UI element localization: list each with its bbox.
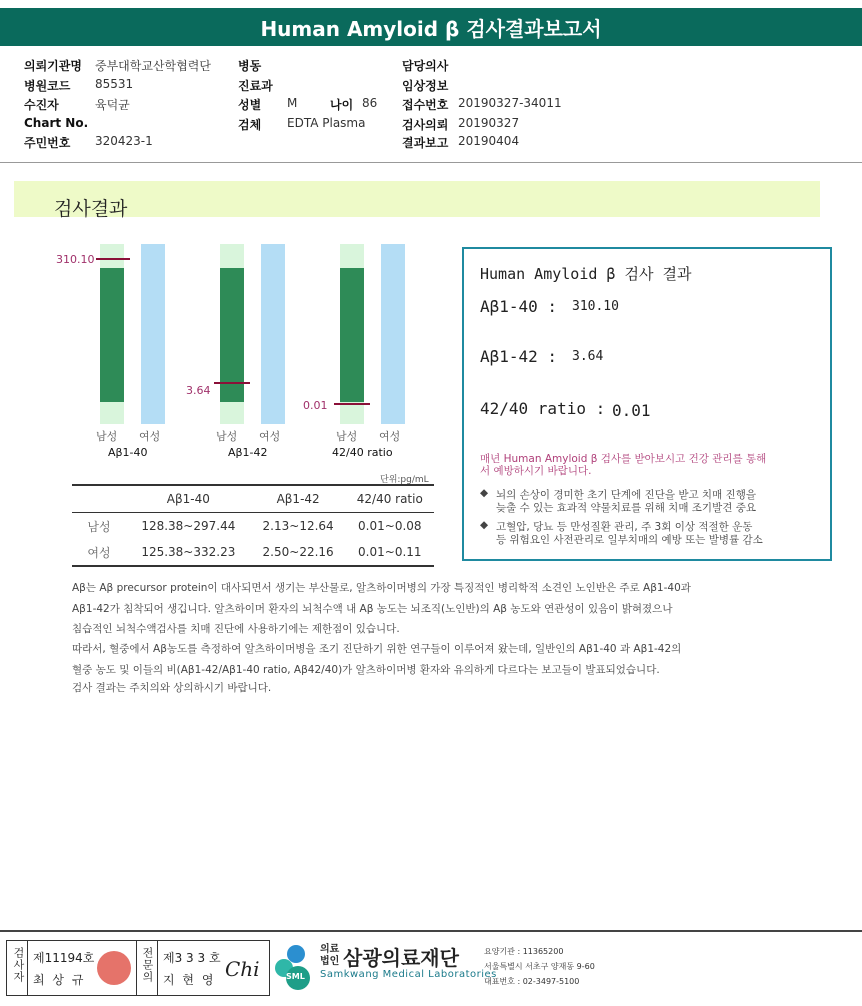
reference-table <box>72 484 434 567</box>
divider <box>157 941 158 995</box>
female-axis-label: 여성 <box>379 430 401 443</box>
divider <box>136 941 137 995</box>
male-normal-range-bar <box>100 268 124 402</box>
value-result-report: 20190404 <box>458 134 520 148</box>
male-axis-label: 남성 <box>336 430 358 443</box>
section-title: 검사결과 <box>54 198 128 220</box>
recommend-text-1: 매년 Human Amyloid β 검사를 받아보시고 건강 관리를 통해 <box>480 453 767 465</box>
value-test-request: 20190327 <box>458 116 520 130</box>
table-cell: 2.13~12.64 <box>262 519 334 533</box>
value-requesting-institution: 중부대학교산학협력단 <box>95 59 211 73</box>
result-value-ab42: 3.64 <box>572 349 604 364</box>
explanation-line: 따라서, 혈중에서 Aβ농도를 측정하여 알츠하이머병을 조기 진단하기 위한 연구들이 이루어져 왔는데, 일반인의 Aβ1-40 과 Aβ1-42의 <box>72 643 682 655</box>
label-age: 나이 <box>330 98 354 112</box>
bullet-diamond-icon: ◆ <box>480 487 489 499</box>
result-value-ratio: 0.01 <box>612 401 651 420</box>
female-reference-bar <box>141 244 165 424</box>
table-cell: 125.38~332.23 <box>126 539 251 566</box>
report-title: Human Amyloid β 검사결과보고서 <box>0 8 862 46</box>
section-band <box>14 181 820 217</box>
table-header-cell <box>72 485 126 513</box>
org-info-code: 요양기관 : 11365200 <box>484 947 564 956</box>
female-axis-label: 여성 <box>139 430 161 443</box>
result-box-title: Human Amyloid β 검사 결과 <box>480 265 692 283</box>
value-sex: M <box>287 96 298 110</box>
explanation-line: 검사 결과는 주치의와 상의하시기 바랍니다. <box>72 682 272 694</box>
reference-table-header <box>72 485 434 513</box>
group-axis-label: Aβ1-42 <box>228 446 268 459</box>
label-specimen: 검체 <box>238 118 262 132</box>
tester-name: 최 상 규 <box>33 973 86 987</box>
male-normal-range-bar <box>340 268 364 402</box>
label-department: 진료과 <box>238 79 273 93</box>
table-cell: 0.01~0.08 <box>358 519 422 533</box>
signature: Chi <box>225 957 260 981</box>
explanation-line: Aβ는 Aβ precursor protein이 대사되면서 생기는 부산물로, 알츠하이머병의 가장 특징적인 병리학적 소견인 노인반은 주로 Aβ1-40과 <box>72 582 691 594</box>
bullet-2-line-2: 등 위험요인 사전관리로 일부치매의 예방 또는 발병률 감소 <box>496 534 763 546</box>
result-summary-box <box>462 247 832 561</box>
result-marker <box>334 403 370 405</box>
bullet-1-line-1: 뇌의 손상이 경미한 초기 단계에 진단을 받고 치매 진행을 <box>496 489 756 501</box>
explanation-line: Aβ1-42가 침착되어 생깁니다. 알츠하이머 환자의 뇌척수액 내 Aβ 농도는 뇌조직(노인반)의 Aβ 농도와 연관성이 있음이 밝혀졌으나 <box>72 603 673 615</box>
male-axis-label: 남성 <box>216 430 238 443</box>
bullet-diamond-icon: ◆ <box>480 519 489 531</box>
label-hospital-code: 병원코드 <box>24 79 71 93</box>
result-value-label: 0.01 <box>303 399 328 412</box>
value-hospital-code: 85531 <box>95 77 134 91</box>
logo-text: SML <box>286 972 305 981</box>
table-row <box>72 539 434 566</box>
unit-label: 단위:pg/mL <box>380 475 429 485</box>
recommend-text-2: 서 예방하시기 바랍니다. <box>480 465 592 477</box>
specialist-license-no: 제3 3 3 호 <box>163 951 221 965</box>
result-value-ab40: 310.10 <box>572 299 619 314</box>
table-header-cell: Aβ1-40 <box>126 485 251 513</box>
label-test-request: 검사의뢰 <box>402 118 449 132</box>
group-axis-label: Aβ1-40 <box>108 446 148 459</box>
label-patient: 수진자 <box>24 98 59 112</box>
org-name-english: Samkwang Medical Laboratories <box>320 969 497 980</box>
org-info-phone: 대표번호 : 02-3497-5100 <box>484 977 580 986</box>
result-value-label: 310.10 <box>56 253 95 266</box>
label-clinical-info: 임상정보 <box>402 79 449 93</box>
sml-logo-icon <box>272 942 316 992</box>
label-chart-no: Chart No. <box>24 116 89 130</box>
label-doctor: 담당의사 <box>402 59 449 73</box>
header-divider <box>0 162 862 163</box>
result-label-ab40: Aβ1-40 : <box>480 297 558 316</box>
label-ward: 병동 <box>238 59 262 73</box>
table-header-cell: Aβ1-42 <box>251 485 346 513</box>
signature-box <box>6 940 270 996</box>
explanation-line: 혈중 농도 및 이들의 비(Aβ1-42/Aβ1-40 ratio, Aβ42/40)가 알츠하이머병 환자와 유의하게 다르다는 보고들이 발표되었습니다. <box>72 664 660 676</box>
result-marker <box>96 258 130 260</box>
footer-divider <box>0 930 862 932</box>
label-resident-no: 주민번호 <box>24 136 71 150</box>
seal-stamp-icon <box>97 951 131 985</box>
org-kind: 의료법인 <box>320 944 340 967</box>
label-requesting-institution: 의뢰기관명 <box>24 59 82 73</box>
specialist-label: 전문의 <box>141 947 154 983</box>
org-info-address: 서울특별시 서초구 양재동 9-60 <box>484 962 595 971</box>
group-axis-label: 42/40 ratio <box>332 446 393 459</box>
label-result-report: 결과보고 <box>402 136 449 150</box>
table-cell: 여성 <box>72 539 126 566</box>
female-reference-bar <box>381 244 405 424</box>
table-cell: 0.01~0.11 <box>346 539 434 566</box>
divider <box>27 941 28 995</box>
table-cell: 2.50~22.16 <box>251 539 346 566</box>
table-cell: 남성 <box>87 519 111 534</box>
bullet-1-line-2: 늦출 수 있는 효과적 약물치료를 위해 치매 조기발견 중요 <box>496 502 756 514</box>
result-label-ab42: Aβ1-42 : <box>480 347 558 366</box>
bullet-2-line-1: 고혈압, 당뇨 등 만성질환 관리, 주 3회 이상 적절한 운동 <box>496 521 753 533</box>
table-row <box>72 513 434 540</box>
table-header-cell: 42/40 ratio <box>346 485 434 513</box>
value-resident-no: 320423-1 <box>95 134 153 148</box>
value-receipt-no: 20190327-34011 <box>458 96 562 110</box>
value-age: 86 <box>362 96 378 110</box>
female-reference-bar <box>261 244 285 424</box>
specialist-name: 지 현 영 <box>163 973 216 987</box>
label-receipt-no: 접수번호 <box>402 98 449 112</box>
result-value-label: 3.64 <box>186 384 211 397</box>
tester-license-no: 제11194호 <box>33 951 95 965</box>
label-sex: 성별 <box>238 98 262 112</box>
result-marker <box>214 382 250 384</box>
value-specimen: EDTA Plasma <box>287 116 366 130</box>
table-cell: 128.38~297.44 <box>141 519 236 533</box>
explanation-line: 침습적인 뇌척수액검사를 치매 진단에 사용하기에는 제한점이 있습니다. <box>72 623 400 635</box>
tester-label: 검사자 <box>12 947 25 983</box>
value-patient: 육덕균 <box>95 98 130 112</box>
female-axis-label: 여성 <box>259 430 281 443</box>
male-axis-label: 남성 <box>96 430 118 443</box>
org-name: 삼광의료재단 <box>343 946 459 970</box>
result-label-ratio: 42/40 ratio : <box>480 399 606 418</box>
